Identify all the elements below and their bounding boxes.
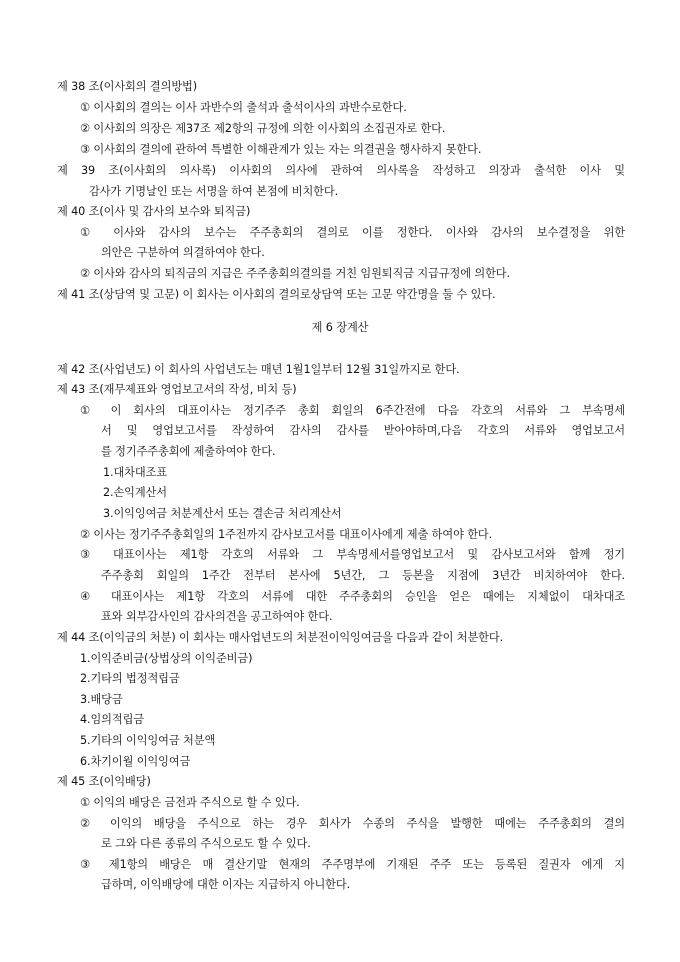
chapter-6-heading: 제 6 장계산 [311,321,369,334]
article-43-paragraph-4-line-1: ④ 대표이사는 제1항 각호의 서류에 대한 주주총회의 승인을 얻은 때에는 지체없이 대차대조 [80,590,625,603]
article-44-item-3: 3.배당금 [80,693,123,706]
article-45-title: 제 45 조(이익배당) [57,775,151,788]
article-45-paragraph-2-line-2: 로 그와 다른 종류의 주식으로도 할 수 있다. [101,837,311,850]
article-45-paragraph-3-line-2: 급하며, 이익배당에 대한 이자는 지급하지 아니한다. [101,878,351,891]
article-43-item-2: 2.손익계산서 [103,486,168,499]
article-40-paragraph-1-line-2: 의안은 구분하여 의결하여야 한다. [101,246,265,259]
article-38-paragraph-1: ① 이사회의 결의는 이사 과반수의 출석과 출석이사의 과반수로한다. [80,101,407,114]
article-41: 제 41 조(상담역 및 고문) 이 회사는 이사회의 결의로상담역 또는 고문 약간명을 둘 수 있다. [57,288,496,301]
article-44-item-1: 1.이익준비금(상법상의 이익준비금) [80,652,253,665]
article-44-item-5: 5.기타의 이익잉여금 처분액 [80,734,216,747]
article-43-item-3: 3.이익잉여금 처분계산서 또는 결손금 처리계산서 [103,507,342,520]
article-43-paragraph-3-line-2: 주주총회 회일의 1주간 전부터 본사에 5년간, 그 등본을 지점에 3년간 비치하여야 한다. [101,569,625,582]
article-44-title: 제 44 조(이익금의 처분) 이 회사는 매사업년도의 처분전이익잉여금을 다음과 같이 처분한다. [57,631,504,644]
article-40-title: 제 40 조(이사 및 감사의 보수와 퇴직금) [57,205,251,218]
article-43-paragraph-4-line-2: 표와 외부감사인의 감사의견을 공고하여야 한다. [101,610,333,623]
article-40-paragraph-1-line-1: ① 이사와 감사의 보수는 주주총회의 결의로 이를 정한다. 이사와 감사의 보수결정을 위한 [80,226,625,239]
article-43-paragraph-2: ② 이사는 정기주주총회일의 1주전까지 감사보고서를 대표이사에게 제출 하여야 한다. [80,528,493,541]
article-38-paragraph-3: ③ 이사회의 결의에 관하여 특별한 이해관계가 있는 자는 의결권을 행사하지 못한다. [80,143,482,156]
article-43-paragraph-3-line-1: ③ 대표이사는 제1항 각호의 서류와 그 부속명세서를영업보고서 및 감사보고서와 함께 정기 [80,548,625,561]
article-45-paragraph-3-line-1: ③ 제1항의 배당은 매 결산기말 현재의 주주명부에 기재된 주주 또는 등록된 질권자 에게 지 [80,858,625,871]
article-44-item-2: 2.기타의 법정적립금 [80,672,180,685]
article-42: 제 42 조(사업년도) 이 회사의 사업년도는 매년 1월1일부터 12월 31일까지로 한다. [57,363,460,376]
article-45-paragraph-2-line-1: ② 이익의 배당을 주식으로 하는 경우 회사가 수종의 주식을 발행한 때에는 주주총회의 결의 [80,817,625,830]
article-38-title: 제 38 조(이사회의 결의방법) [57,80,198,93]
article-39-line-2: 감사가 기명날인 또는 서명을 하여 본점에 비치한다. [89,185,339,198]
article-44-item-6: 6.차기이월 이익잉여금 [80,755,191,768]
article-44-item-4: 4.임의적립금 [80,713,145,726]
article-43-paragraph-1-line-3: 를 정기주주총회에 제출하여야 한다. [101,445,276,458]
article-43-item-1: 1.대차대조표 [103,466,168,479]
article-38-paragraph-2: ② 이사회의 의장은 제37조 제2항의 규정에 의한 이사회의 소집권자로 한다. [80,122,446,135]
article-43-paragraph-1-line-1: ① 이 회사의 대표이사는 정기주주 총회 회일의 6주간전에 다음 각호의 서류와 그 부속명세 [80,404,625,417]
article-39-line-1: 제 39 조(이사회의 의사록) 이사회의 의사에 관하여 의사록을 작성하고 의장과 출석한 이사 및 [57,164,625,177]
article-45-paragraph-1: ① 이익의 배당은 금전과 주식으로 할 수 있다. [80,796,300,809]
article-43-paragraph-1-line-2: 서 및 영업보고서를 작성하여 감사의 감사를 받아야하며,다음 각호의 서류와 영업보고서 [101,424,625,437]
article-40-paragraph-2: ② 이사와 감사의 퇴직금의 지급은 주주총회의결의를 거친 임원퇴직금 지급규정에 의한다. [80,267,510,280]
article-43-title: 제 43 조(재무제표와 영업보고서의 작성, 비치 등) [57,383,297,396]
